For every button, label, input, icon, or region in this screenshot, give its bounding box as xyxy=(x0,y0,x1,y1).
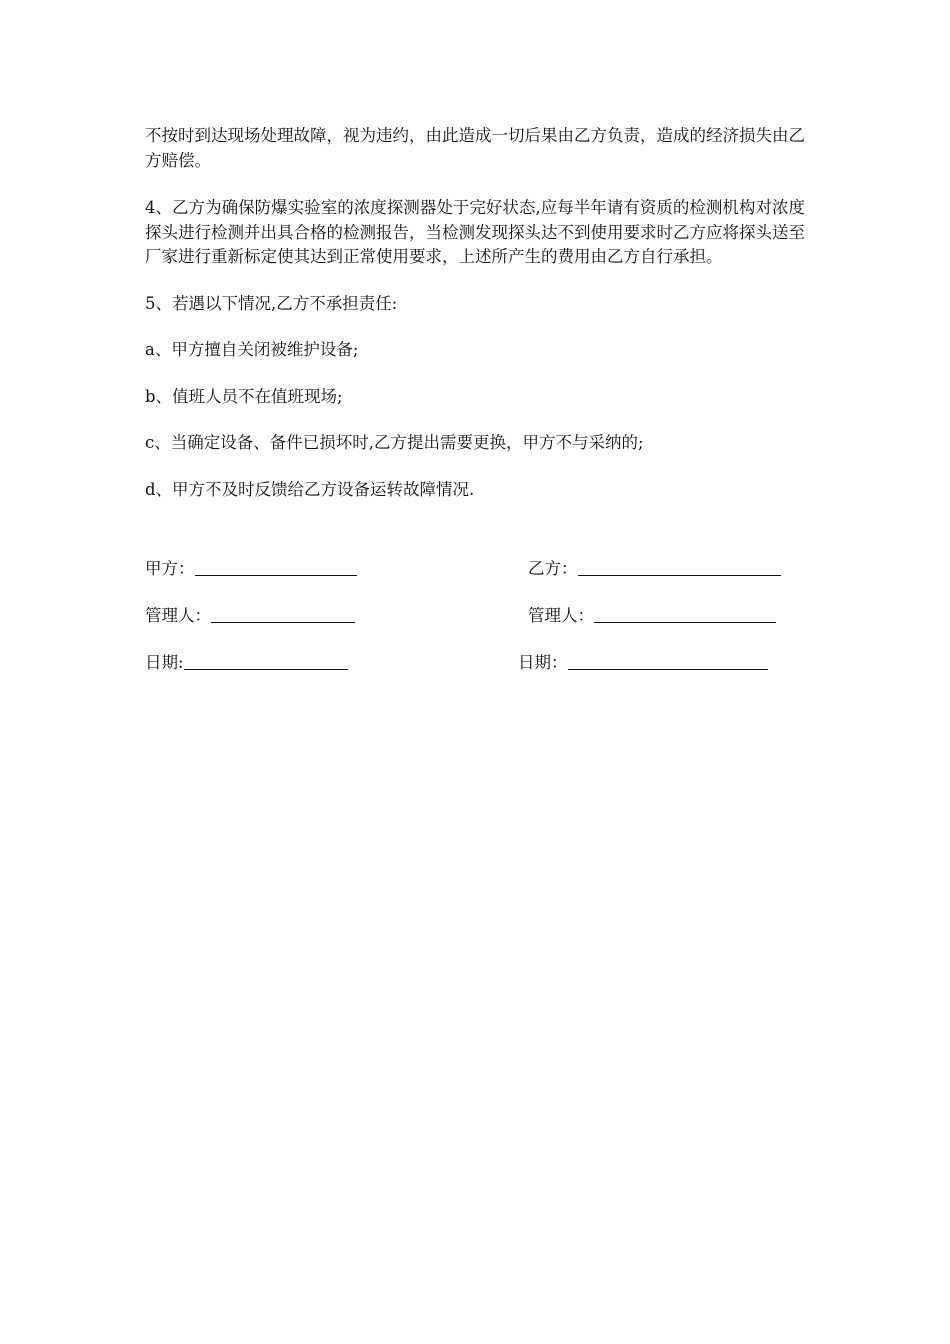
date-a-label: 日期: xyxy=(145,653,184,672)
date-b-field xyxy=(518,650,768,676)
manager-b-field xyxy=(528,603,776,629)
manager-a-field xyxy=(145,603,355,629)
exemption-c: c、当确定设备、备件已损坏时,乙方提出需要更换，甲方不与采纳的; xyxy=(145,433,644,452)
exemption-a: a、甲方擅自关闭被维护设备; xyxy=(145,340,359,359)
date-b-line[interactable] xyxy=(568,650,768,670)
party-b-signature-line[interactable] xyxy=(578,556,781,576)
exemption-d: d、甲方不及时反馈给乙方设备运转故障情况. xyxy=(145,479,475,499)
exemption-b: b、值班人员不在值班现场; xyxy=(145,386,343,406)
paragraph-continuation: 不按时到达现场处理故障，视为违约，由此造成一切后果由乙方负责，造成的经济损失由乙方赔偿。 xyxy=(145,126,805,170)
party-b-field xyxy=(528,556,781,582)
date-a-field xyxy=(145,650,348,676)
party-b-label: 乙方： xyxy=(528,559,578,578)
signature-row-date xyxy=(0,650,950,676)
date-b-label: 日期： xyxy=(518,653,568,672)
signature-row-manager xyxy=(0,603,950,629)
party-a-signature-line[interactable] xyxy=(195,556,357,576)
signature-row-party xyxy=(0,556,950,582)
party-a-label: 甲方： xyxy=(145,559,195,578)
clause-5: 5、若遇以下情况,乙方不承担责任: xyxy=(145,293,398,313)
clause-4: 4、乙方为确保防爆实验室的浓度探测器处于完好状态,应每半年请有资质的检测机构对浓度探头进行检测并出具合格的检测报告，当检测发现探头达不到使用要求时乙方应将探头送至厂家进行重新标定使其达到正常使用要求，上述所产生的费用由乙方自行承担。 xyxy=(145,198,805,266)
manager-b-signature-line[interactable] xyxy=(594,603,776,623)
contract-body xyxy=(145,124,805,524)
manager-a-label: 管理人： xyxy=(145,606,211,625)
manager-a-signature-line[interactable] xyxy=(211,603,355,623)
party-a-field xyxy=(145,556,357,582)
date-a-line[interactable] xyxy=(184,650,348,670)
manager-b-label: 管理人： xyxy=(528,606,594,625)
